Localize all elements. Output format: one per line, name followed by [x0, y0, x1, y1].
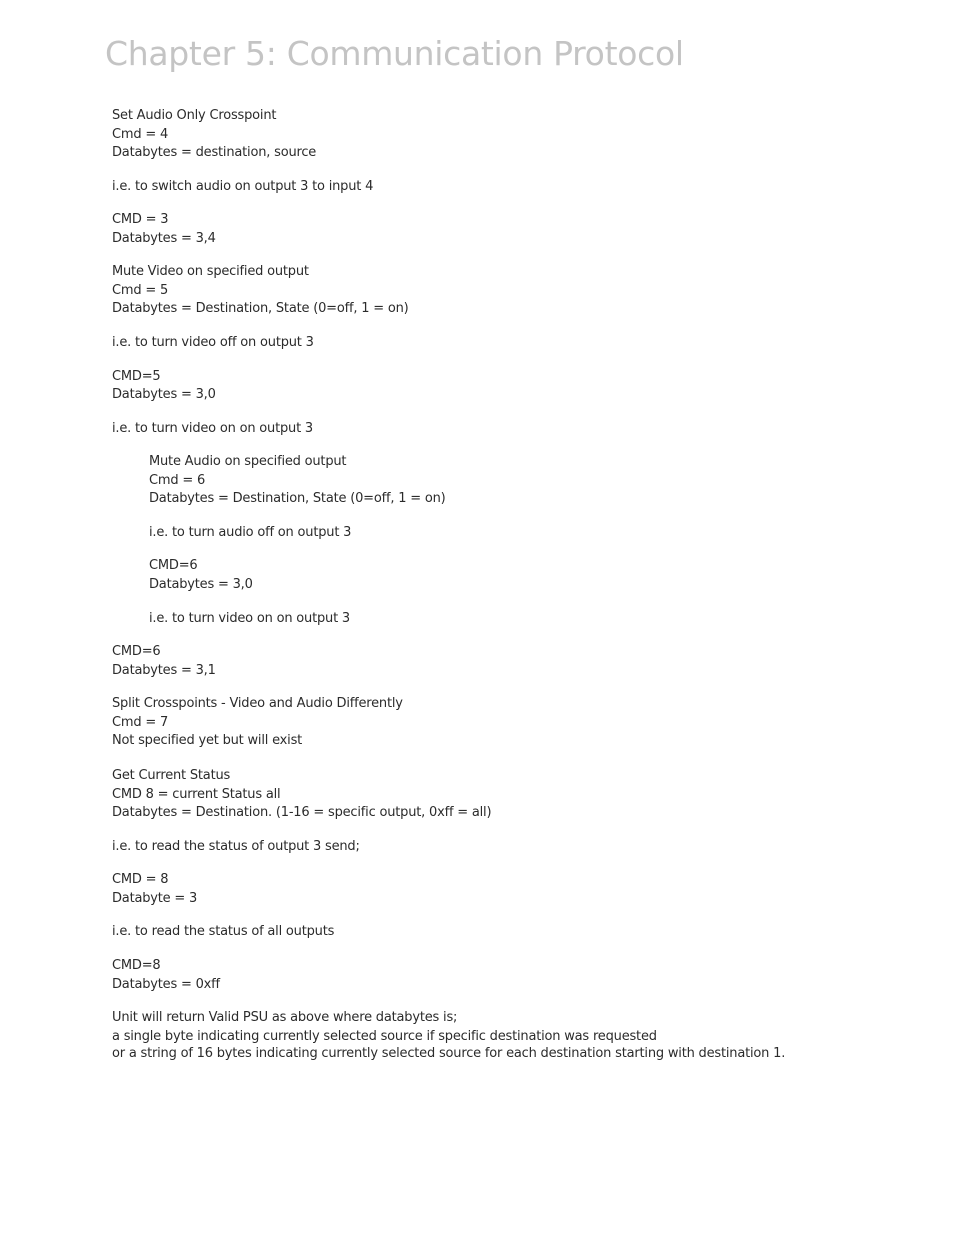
text-line-indented: i.e. to turn audio off on output 3 — [149, 525, 352, 540]
text-line: Databytes = Destination. (1-16 = specific output, 0xff = all) — [112, 805, 492, 820]
text-line: i.e. to read the status of output 3 send; — [112, 839, 360, 854]
text-line: Databytes = Destination, State (0=off, 1 = on) — [112, 301, 409, 316]
page-title: Chapter 5: Communication Protocol — [105, 34, 684, 73]
text-line: Cmd = 7 — [112, 715, 169, 730]
text-line: i.e. to turn video off on output 3 — [112, 335, 314, 350]
text-line: i.e. to turn video on on output 3 — [112, 421, 313, 436]
text-line: CMD = 8 — [112, 872, 169, 887]
text-line: CMD=5 — [112, 369, 161, 384]
text-line-indented: Cmd = 6 — [149, 473, 206, 488]
text-line: Databytes = 3,1 — [112, 663, 216, 678]
text-line: Databytes = destination, source — [112, 145, 317, 160]
text-line: CMD = 3 — [112, 212, 169, 227]
text-line: Set Audio Only Crosspoint — [112, 108, 277, 123]
text-line: i.e. to read the status of all outputs — [112, 924, 335, 939]
text-line: Mute Video on specified output — [112, 264, 309, 279]
text-line: Databytes = 0xff — [112, 977, 220, 992]
text-line: Not specified yet but will exist — [112, 733, 303, 748]
text-line: i.e. to switch audio on output 3 to input 4 — [112, 179, 374, 194]
text-line: CMD=6 — [112, 644, 161, 659]
text-line: or a string of 16 bytes indicating currently selected source for each destination starting with destination 1. — [112, 1046, 786, 1061]
text-line: CMD 8 = current Status all — [112, 787, 281, 802]
text-line: Databyte = 3 — [112, 891, 198, 906]
text-line-indented: i.e. to turn video on on output 3 — [149, 611, 350, 626]
text-line: Get Current Status — [112, 768, 231, 783]
text-line: Cmd = 4 — [112, 127, 169, 142]
text-line: Cmd = 5 — [112, 283, 169, 298]
text-line-indented: Mute Audio on specified output — [149, 454, 347, 469]
text-line: Databytes = 3,0 — [112, 387, 216, 402]
text-line: CMD=8 — [112, 958, 161, 973]
text-line-indented: CMD=6 — [149, 558, 198, 573]
text-line: Split Crosspoints - Video and Audio Differently — [112, 696, 403, 711]
text-line-indented: Databytes = Destination, State (0=off, 1 = on) — [149, 491, 446, 506]
text-line: Databytes = 3,4 — [112, 231, 216, 246]
text-line-indented: Databytes = 3,0 — [149, 577, 253, 592]
text-line: a single byte indicating currently selected source if specific destination was requested — [112, 1029, 657, 1044]
text-line: Unit will return Valid PSU as above where databytes is; — [112, 1010, 458, 1025]
